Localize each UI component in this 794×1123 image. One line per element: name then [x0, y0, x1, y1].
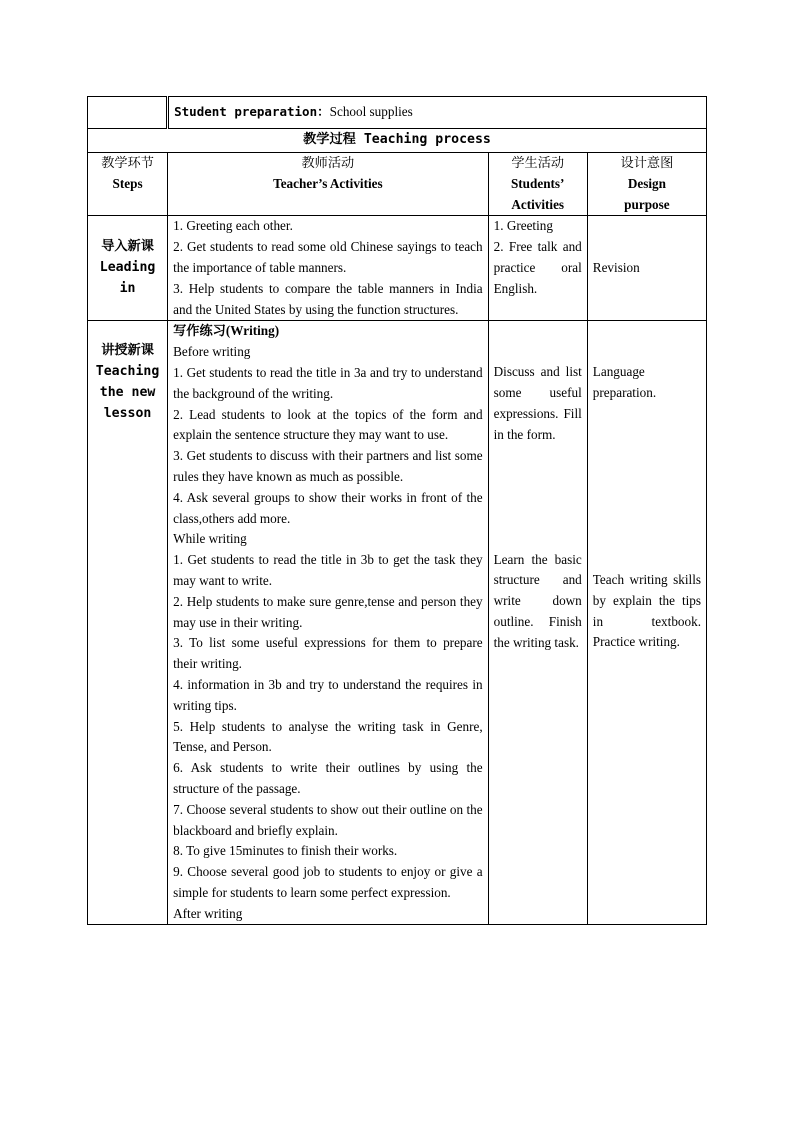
while-writing-item: 7. Choose several students to show out their outline on the blackboard and briefly explain. [173, 801, 483, 838]
leading-students [488, 216, 587, 321]
header-students-cn: 学生活动 [511, 155, 565, 170]
header-teacher-en: Teacher’s Activities [273, 175, 383, 191]
leading-teacher-item: 3. Help students to compare the table manners in India and the United States by using the function structures. [173, 280, 483, 317]
teaching-step [88, 321, 168, 925]
after-writing-label: After writing [173, 905, 243, 921]
teaching-row [88, 321, 707, 925]
header-teacher-cn: 教师活动 [301, 155, 355, 170]
purpose-while-writing: Teach writing skills by explain the tips in textbook. Practice writing. [592, 571, 701, 650]
lesson-plan-table [87, 96, 707, 925]
leading-step-en2: in [119, 280, 136, 296]
header-row [88, 153, 707, 216]
while-writing-item: 9. Choose several good job to students to enjoy or give a simple for students to learn some perfect expression. [173, 864, 483, 900]
writing-section-title: 写作练习(Writing) [173, 323, 280, 339]
teaching-step-en1: Teaching [95, 364, 160, 380]
while-writing-item: 4. information in 3b and try to understand the requires in writing tips. [173, 676, 483, 713]
before-writing-label: Before writing [173, 344, 251, 360]
before-writing-item: 4. Ask several groups to show their works in front of the class,others add more. [173, 489, 483, 526]
leading-teacher-item: 2. Get students to read some old Chinese sayings to teach the importance of table manners. [173, 239, 483, 275]
leading-students-item: 2. Free talk and practice oral English. [493, 239, 582, 296]
while-writing-item: 8. To give 15minutes to finish their works. [173, 843, 398, 859]
students-while-writing: Learn the basic structure and write down outline. Finish the writing task. [493, 551, 582, 650]
leading-step [88, 216, 168, 321]
before-writing-item: 2. Lead students to look at the topics of the form and explain the sentence structure they may want to use. [173, 406, 483, 443]
prep-value: School supplies [329, 104, 413, 120]
prep-label: Student preparation： [174, 104, 330, 120]
while-writing-item: 1. Get students to read the title in 3b to get the task they may want to write. [173, 552, 483, 588]
teaching-step-en3: lesson [103, 405, 152, 421]
prep-empty-cell [88, 97, 168, 129]
teaching-step-en2: the new [99, 384, 156, 400]
leading-step-en1: Leading [99, 259, 156, 275]
before-writing-item: 1. Get students to read the title in 3a and try to understand the background of the writing. [173, 364, 483, 401]
leading-teacher [168, 216, 489, 321]
process-title-row [88, 129, 707, 153]
while-writing-item: 6. Ask students to write their outlines by using the structure of the passage. [173, 760, 483, 796]
purpose-before-writing: Language preparation. [592, 364, 657, 401]
leading-step-cn: 导入新课 [101, 239, 154, 255]
header-design [587, 153, 706, 216]
teaching-step-cn: 讲授新课 [101, 343, 154, 359]
teaching-students [488, 321, 587, 925]
process-title: 教学过程 Teaching process [88, 129, 707, 153]
while-writing-item: 2. Help students to make sure genre,tense and person they may use in their writing. [173, 593, 483, 630]
leading-purpose: Revision [587, 216, 706, 321]
teaching-teacher [168, 321, 489, 925]
leading-in-row [88, 216, 707, 321]
header-design-en1: Design [627, 175, 666, 191]
header-design-en2: purpose [624, 196, 670, 212]
while-writing-item: 3. To list some useful expressions for them to prepare their writing. [173, 635, 483, 672]
header-steps-cn: 教学环节 [101, 155, 154, 170]
while-writing-label: While writing [173, 531, 247, 547]
teaching-purpose [587, 321, 706, 925]
students-before-writing: Discuss and list some useful expressions. Fill in the form. [493, 364, 582, 442]
leading-teacher-item: 1. Greeting each other. [173, 218, 293, 234]
prep-row [88, 97, 707, 129]
header-students-en1: Students’ [510, 175, 565, 191]
while-writing-item: 5. Help students to analyse the writing task in Genre, Tense, and Person. [173, 718, 483, 755]
header-students-en2: Activities [511, 196, 565, 212]
prep-cell [168, 97, 707, 129]
header-design-cn: 设计意图 [620, 155, 674, 170]
header-steps-en: Steps [112, 175, 143, 191]
header-teacher [168, 153, 489, 216]
header-steps [88, 153, 168, 216]
before-writing-item: 3. Get students to discuss with their partners and list some rules they have known as much as possible. [173, 448, 483, 484]
header-students [488, 153, 587, 216]
leading-students-item: 1. Greeting [493, 218, 553, 234]
